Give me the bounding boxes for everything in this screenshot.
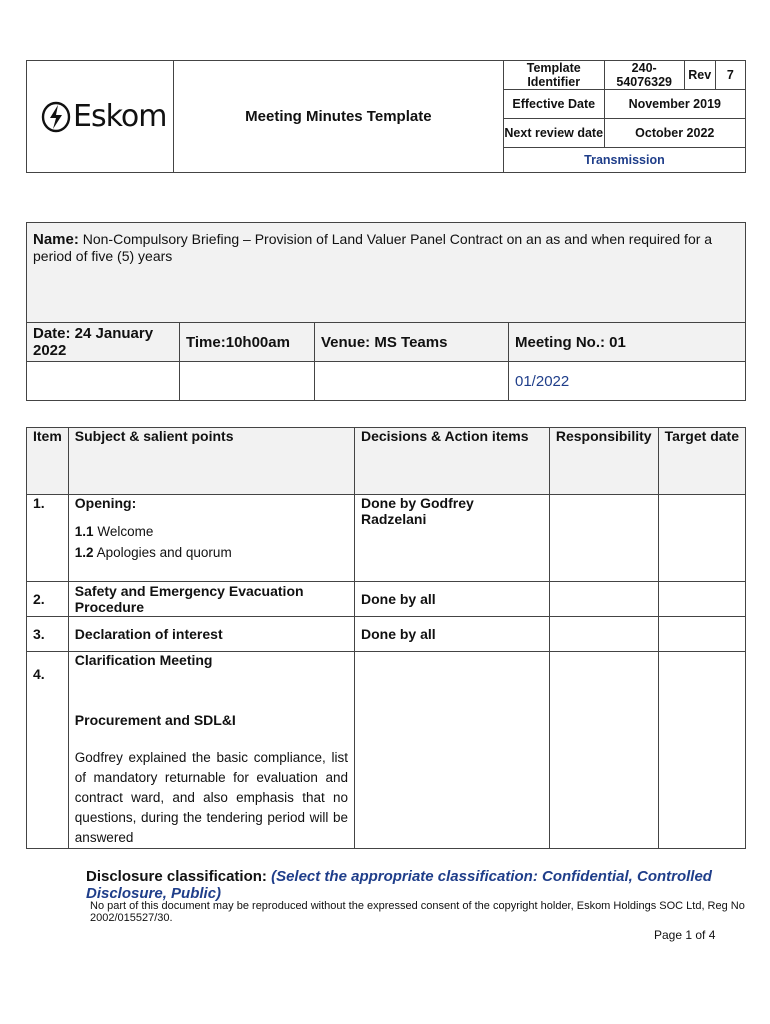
meeting-name-value: Non-Compulsory Briefing – Provision of Land Valuer Panel Contract on an as and when required for a period of five (5) years	[33, 231, 713, 264]
effective-date-label: Effective Date	[503, 90, 604, 119]
table-row	[27, 582, 746, 617]
template-identifier-value: 240-54076329	[604, 61, 684, 90]
item-responsibility	[549, 495, 658, 582]
effective-date-value: November 2019	[604, 90, 745, 119]
header-table	[26, 60, 746, 173]
item-decision	[354, 652, 549, 849]
disclosure-label: Disclosure classification:	[86, 868, 267, 885]
col-header-decisions: Decisions & Action items	[354, 428, 549, 495]
document-title: Meeting Minutes Template	[173, 61, 503, 173]
item-decision: Done by Godfrey Radzelani	[354, 495, 549, 582]
item-number: 1.	[27, 495, 69, 582]
meeting-name	[27, 223, 746, 323]
item-number: 4.	[27, 652, 69, 849]
col-header-subject: Subject & salient points	[68, 428, 354, 495]
logo-cell	[27, 61, 174, 173]
item-subject-title: Opening:	[74, 495, 137, 511]
subpoint-number: 1.1	[74, 524, 94, 539]
meeting-reference: 01/2022	[509, 362, 746, 401]
rev-label: Rev	[684, 61, 715, 90]
table-row	[27, 617, 746, 652]
item-responsibility	[549, 652, 658, 849]
item-subpoints	[75, 521, 348, 563]
eskom-logo	[27, 99, 173, 134]
meeting-number: Meeting No.: 01	[509, 323, 746, 362]
eskom-logo-text: Eskom	[73, 99, 167, 134]
item-number: 2.	[27, 582, 69, 617]
item-responsibility	[549, 582, 658, 617]
disclosure-classification	[86, 868, 770, 902]
item-target-date	[658, 582, 745, 617]
item-target-date	[658, 652, 745, 849]
meeting-venue: Venue: MS Teams	[315, 323, 509, 362]
subpoint-text: Apologies and quorum	[96, 545, 232, 560]
empty-cell	[27, 362, 180, 401]
next-review-label: Next review date	[503, 119, 604, 148]
meeting-time: Time:10h00am	[180, 323, 315, 362]
item-subject: Declaration of interest	[68, 617, 354, 652]
template-identifier-label: Template Identifier	[503, 61, 604, 90]
subpoint-number: 1.2	[74, 545, 94, 560]
item-responsibility	[549, 617, 658, 652]
next-review-value: October 2022	[604, 119, 745, 148]
item-target-date	[658, 617, 745, 652]
copyright-notice: No part of this document may be reproduced without the expressed consent of the copyright holder, Eskom Holdings SOC Ltd, Reg No 2002/015527/30.	[90, 900, 745, 924]
eskom-logo-icon	[41, 101, 71, 133]
meeting-details-table	[26, 222, 746, 401]
agenda-items-table	[26, 427, 746, 849]
empty-cell	[180, 362, 315, 401]
item-target-date	[658, 495, 745, 582]
item-subject-title: Clarification Meeting	[74, 652, 213, 668]
item-subheading: Procurement and SDL&I	[74, 712, 236, 728]
page-number: Page 1 of 4	[654, 928, 716, 942]
item-decision: Done by all	[354, 582, 549, 617]
item-number: 3.	[27, 617, 69, 652]
division: Transmission	[503, 148, 745, 173]
disclosure-value: (Select the appropriate classification: Confidential, Controlled Disclosure, Public)	[86, 868, 712, 902]
item-subject: Safety and Emergency Evacuation Procedure	[68, 582, 354, 617]
empty-cell	[315, 362, 509, 401]
col-header-item: Item	[27, 428, 69, 495]
meeting-name-label: Name:	[33, 231, 79, 248]
rev-value: 7	[715, 61, 745, 90]
col-header-responsibility: Responsibility	[549, 428, 658, 495]
item-decision: Done by all	[354, 617, 549, 652]
col-header-target-date: Target date	[658, 428, 745, 495]
table-row	[27, 495, 746, 582]
subpoint-text: Welcome	[97, 524, 154, 539]
item-subject	[68, 495, 354, 582]
table-row	[27, 652, 746, 849]
item-paragraph: Godfrey explained the basic compliance, list of mandatory returnable for evaluation and contract ward, and also emphasis that no questions, during the tendering period will be answered	[74, 750, 348, 845]
item-subject	[68, 652, 354, 849]
meeting-date: Date: 24 January 2022	[27, 323, 180, 362]
